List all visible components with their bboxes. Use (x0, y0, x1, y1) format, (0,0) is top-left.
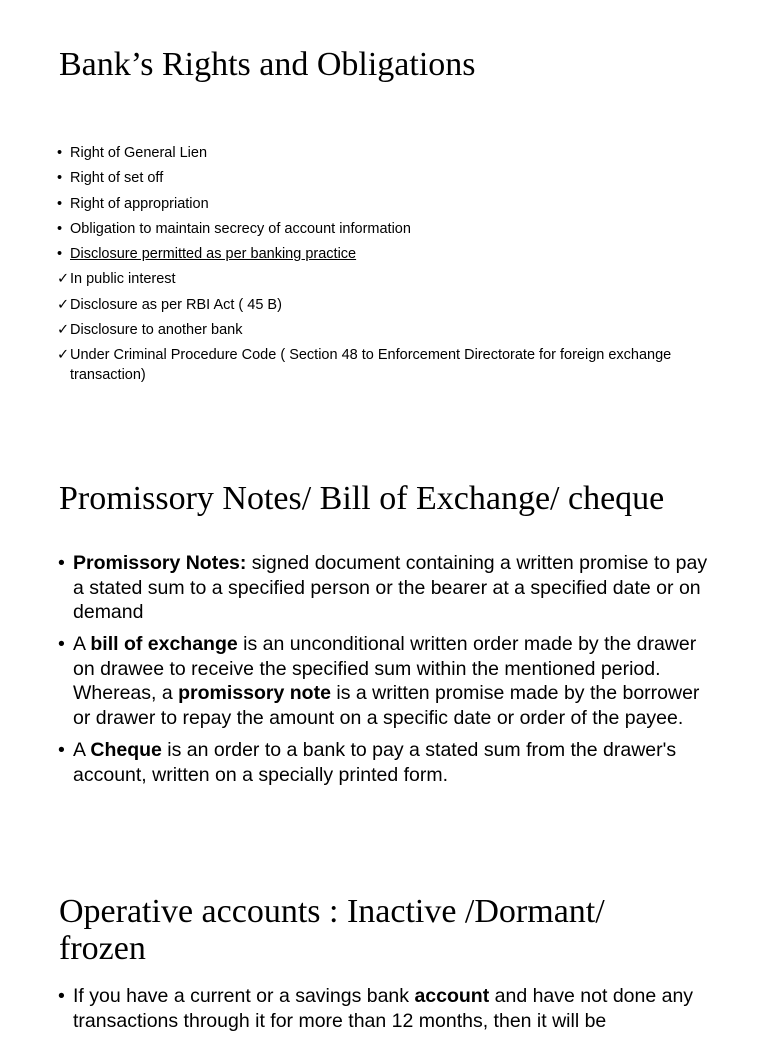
bullet-icon: • (57, 220, 63, 237)
list-item: ✓ Disclosure to another bank (57, 321, 747, 341)
section-title-operative-accounts: Operative accounts : Inactive /Dormant/ frozen (59, 893, 605, 967)
instruments-list (58, 551, 718, 795)
bullet-icon: • (57, 246, 63, 263)
term-account: account (414, 985, 490, 1007)
bullet-icon: • (57, 170, 63, 187)
rights-list (57, 144, 747, 391)
list-item: ✓ Disclosure as per RBI Act ( 45 B) (57, 296, 747, 316)
term-cheque: Cheque (90, 739, 162, 762)
term-promissory-note: promissory note (178, 682, 331, 705)
list-item: • Right of set off (57, 169, 747, 189)
section-title-instruments: Promissory Notes/ Bill of Exchange/ cheque (59, 480, 665, 517)
list-item: • Obligation to maintain secrecy of account information (57, 220, 747, 240)
bullet-icon: • (57, 195, 63, 212)
list-item: ✓ In public interest (57, 270, 747, 290)
operative-accounts-list (58, 984, 718, 1041)
list-item: • Promissory Notes: signed document containing a written promise to pay a stated sum to a specified person or the bearer at a specified date or on demand (58, 552, 708, 624)
list-item: • A bill of exchange is an unconditional written order made by the drawer on drawee to receive the specified sum within the mentioned period. Whereas, a promissory note is a written promise made by the borrower or drawer to repay the amount on a specific date or order of the payee. (58, 633, 700, 730)
bullet-icon: • (58, 739, 65, 762)
bullet-icon: • (57, 145, 63, 161)
checkmark-icon: ✓ (57, 271, 70, 288)
term-promissory-notes: Promissory Notes: (73, 552, 247, 574)
checkmark-icon: ✓ (57, 322, 70, 339)
list-item: • If you have a current or a savings bank account and have not done any transactions through it for more than 12 months, then it will be (58, 985, 694, 1032)
checkmark-icon: ✓ (57, 347, 70, 364)
bullet-icon: • (58, 985, 65, 1007)
list-item: • Disclosure permitted as per banking practice (57, 245, 747, 265)
bullet-icon: • (58, 552, 65, 574)
list-item: • Right of appropriation (57, 195, 747, 215)
bullet-icon: • (58, 633, 65, 656)
term-bill-of-exchange: bill of exchange (90, 633, 238, 656)
list-item: • A Cheque is an order to a bank to pay a stated sum from the drawer's account, written on a specially printed form. (58, 739, 677, 786)
checkmark-icon: ✓ (57, 296, 70, 313)
section-title-rights: Bank’s Rights and Obligations (59, 46, 476, 83)
list-item: ✓ Under Criminal Procedure Code ( Section 48 to Enforcement Directorate for foreign exchange transaction) (57, 347, 672, 383)
list-item: • Right of General Lien (57, 144, 747, 164)
